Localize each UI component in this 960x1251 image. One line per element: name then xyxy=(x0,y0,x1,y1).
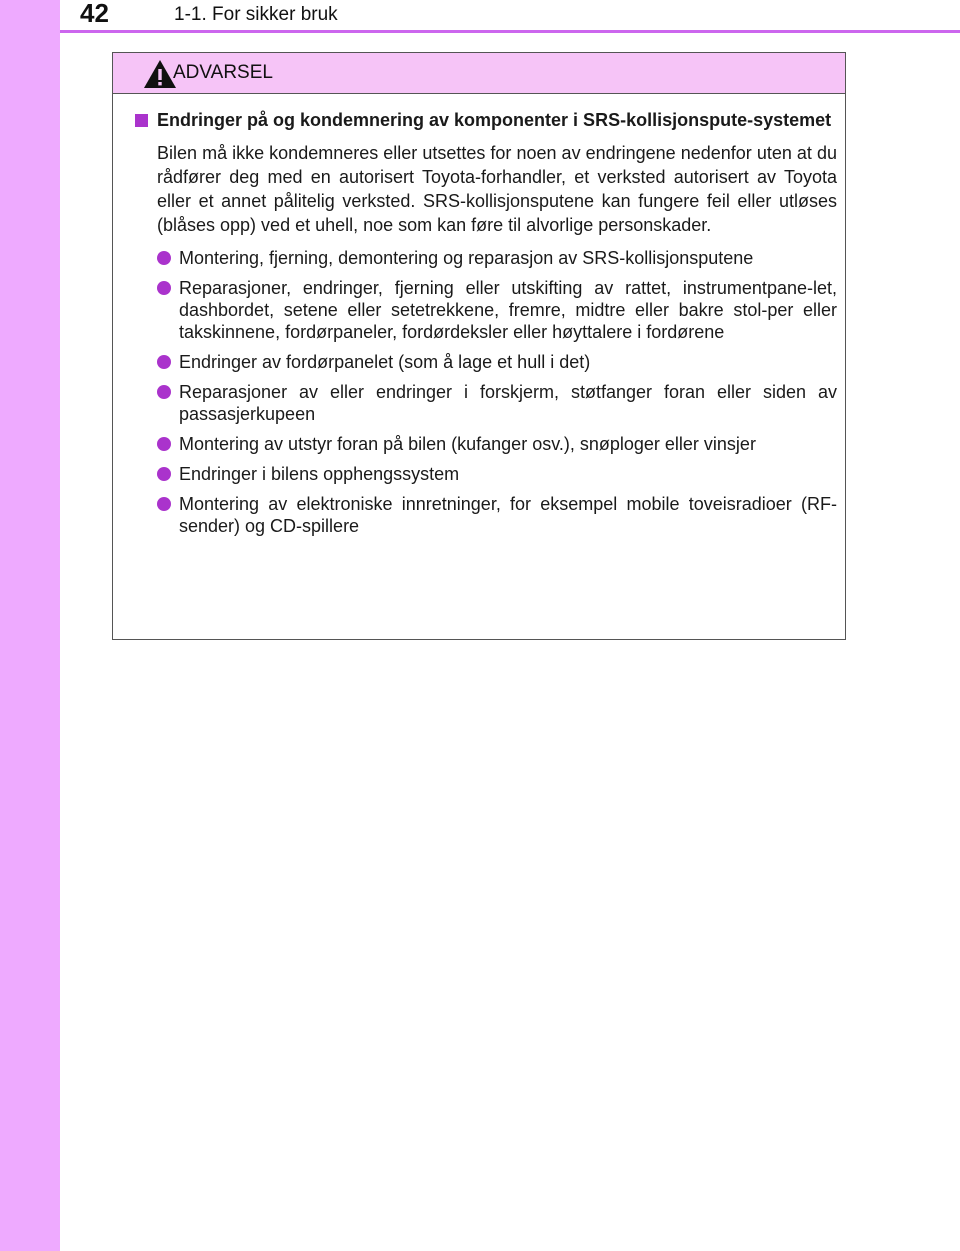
warning-box xyxy=(112,52,846,640)
list-item: Montering av elektroniske innretninger, for eksempel mobile toveisradioer (RF-sender) og CD-spillere xyxy=(157,493,837,537)
list-item: Endringer av fordørpanelet (som å lage et hull i det) xyxy=(157,351,837,373)
list-item: Endringer i bilens opphengssystem xyxy=(157,463,837,485)
bullet-dot-icon xyxy=(157,467,171,481)
list-item: Reparasjoner av eller endringer i forskjerm, støtfanger foran eller siden av passasjerkupeen xyxy=(157,381,837,425)
header-rule xyxy=(60,30,960,33)
page-header xyxy=(0,0,960,30)
warning-topic-text: Endringer på og kondemnering av komponenter i SRS-kollisjonspute-systemet xyxy=(157,110,832,130)
warning-body xyxy=(113,94,845,537)
warning-paragraph: Bilen må ikke kondemneres eller utsettes for noen av endringene nedenfor uten at du rådfører deg med en autorisert Toyota-forhandler, et verksted autorisert av Toyota eller et annet pålitelig verksted. SRS-kollisjonsputene kan fungere feil eller utløses (blåses opp) ved et uhell, noe som kan føre til alvorlige personskader. xyxy=(157,143,837,235)
bullet-dot-icon xyxy=(157,355,171,369)
warning-triangle-icon xyxy=(143,59,177,89)
bullet-dot-icon xyxy=(157,385,171,399)
bullet-dot-icon xyxy=(157,281,171,295)
warning-topic xyxy=(135,108,837,133)
side-stripe xyxy=(0,0,60,1251)
section-title: 1-1. For sikker bruk xyxy=(174,4,338,25)
bullet-dot-icon xyxy=(157,251,171,265)
bullet-dot-icon xyxy=(157,497,171,511)
square-bullet-icon xyxy=(135,114,148,127)
list-item: Montering, fjerning, demontering og reparasjon av SRS-kollisjonsputene xyxy=(157,247,837,269)
warning-list xyxy=(157,247,837,537)
list-item: Montering av utstyr foran på bilen (kufanger osv.), snøploger eller vinsjer xyxy=(157,433,837,455)
warning-label: ADVARSEL xyxy=(173,62,273,83)
bullet-dot-icon xyxy=(157,437,171,451)
page-number: 42 xyxy=(80,0,109,28)
warning-header xyxy=(113,53,845,94)
list-item: Reparasjoner, endringer, fjerning eller utskifting av rattet, instrumentpane-let, dashbordet, setene eller setetrekkene, fremre, midtre eller bakre stol-per eller takskinnene, fordørpaneler, fordørdeksler eller høyttalere i fordørene xyxy=(157,277,837,343)
